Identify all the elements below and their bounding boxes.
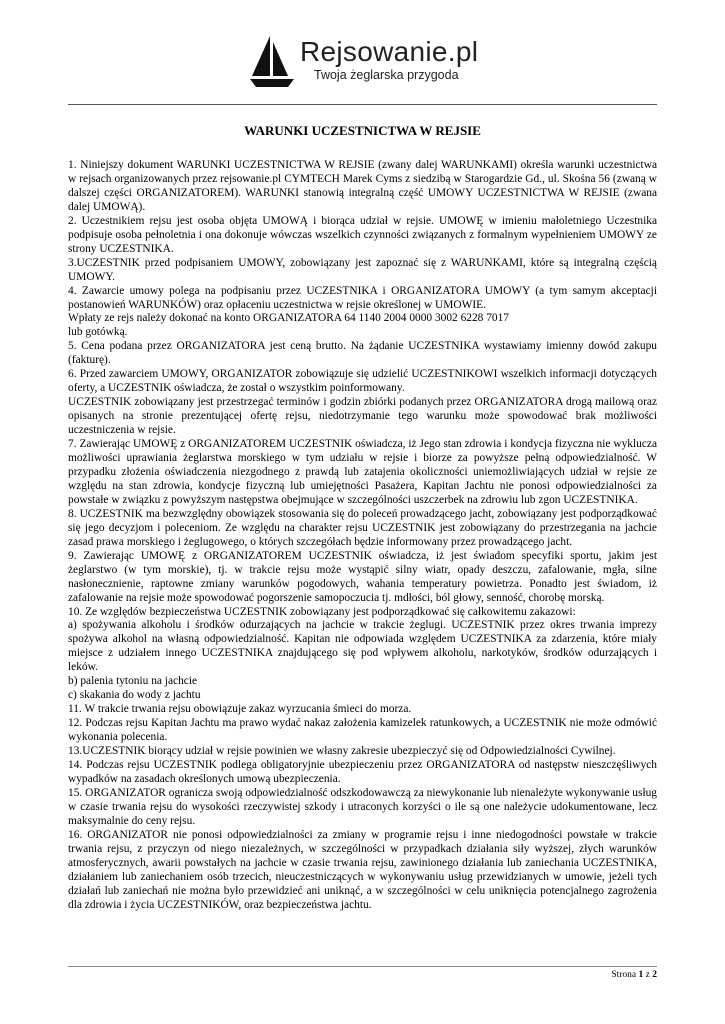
- paragraph: 10. Ze względów bezpieczeństwa UCZESTNIK zobowiązany jest podporządkować się całkowitemu zakazowi:: [68, 605, 576, 618]
- paragraph: 6. Przed zawarciem UMOWY, ORGANIZATOR zobowiązuje się udzielić UCZESTNIKOWI wszelkich informacji dotyczących oferty, a UCZESTNIK oświadcza, że został o wszystkim poinformowany.: [68, 368, 657, 395]
- footer-divider: [68, 966, 657, 967]
- paragraph: c) skakania do wody z jachtu: [68, 689, 201, 702]
- page-of: z: [645, 970, 650, 980]
- document-title: WARUNKI UCZESTNICTWA W REJSIE: [244, 123, 481, 138]
- paragraph: 12. Podczas rejsu Kapitan Jachtu ma prawo wydać nakaz założenia kamizelek ratunkowych, a UCZESTNIK nie może odmówić wykonania polecenia.: [68, 717, 657, 744]
- paragraph: 7. Zawierając UMOWĘ z ORGANIZATOREM UCZESTNIK oświadcza, iż Jego stan zdrowia i kondycja fizyczna nie wyklucza możliwości uprawiania żeglarstwa morskiego w tym udziału w rejsie i biorze za powyższe pełną odpowiedzialność. W przypadku złożenia oświadczenia niezgodnego z prawdą lub zatajenia okoliczności uniemożliwiających udział w rejsie ze względu na stan zdrowia, kondycje fizyczną lub umiejętności Pasażera, Kapitan Jachtu nie ponosi odpowiedzialności za powstałe w związku z powyższym następstwa obejmujące w szczególności uszczerbek na zdrowiu lub zgon UCZESTNIKA.: [68, 438, 657, 506]
- paragraph: Wpłaty ze rejs należy dokonać na konto ORGANIZATORA 64 1140 2004 0000 3002 6228 7017: [68, 312, 510, 325]
- page-footer: [611, 970, 657, 980]
- paragraph: a) spożywania alkoholu i środków odurzających na jachcie w trakcie żeglugi. UCZESTNIK przez okres trwania imprezy spożywa alkohol na własną odpowiedzialność. Kapitan nie odpowiada względem UCZESTNIKA za zdarzenia, które miały miejsce z udziałem innego UCZESTNIKA znajdującego się pod wpływem alkoholu, narkotyków, środków odurzających i leków.: [68, 619, 657, 674]
- logo-tagline: Twoja żeglarska przygoda: [314, 68, 459, 82]
- paragraph: b) palenia tytoniu na jachcie: [68, 675, 198, 688]
- logo: [248, 32, 488, 92]
- paragraph: 1. Niniejszy dokument WARUNKI UCZESTNICTWA W REJSIE (zwany dalej WARUNKAMI) określa warunki uczestnictwa w rejsach organizowanych przez rejsowanie.pl CYMTECH Marek Cyms z siedzibą w Starogardzie Gd., ul. Skośna 56 (zwaną w dalszej części ORGANIZATOREM). WARUNKI stanowią integralną część UMOWY UCZESTNICTWA W REJSIE (zwana dalej UMOWĄ).: [68, 159, 657, 213]
- paragraph: 8. UCZESTNIK ma bezwzględny obowiązek stosowania się do poleceń prowadzącego jacht, zobowiązany jest podporządkować się jego decyzjom i poleceniom. Ze względu na charakter rejsu UCZESTNIK jest zobowiązany do przestrzegania na jachcie zasad prawa morskiego i żeglugowego, o których szczegółach będzie informowany przez prowadzącego jacht.: [68, 507, 657, 548]
- paragraph: 15. ORGANIZATOR ogranicza swoją odpowiedzialność odszkodowawczą za niewykonanie lub nienależyte wykonywanie usług w czasie trwania rejsu do wysokości rzeczywistej szkody i utraconych korzyści o ile są one należycie udokumentowane, lecz maksymalnie do ceny rejsu.: [68, 786, 657, 827]
- page-number: 1: [638, 970, 644, 980]
- paragraph: 13.UCZESTNIK biorący udział w rejsie powinien we własny zakresie ubezpieczyć się od Odpowiedzialności Cywilnej.: [68, 745, 616, 758]
- paragraph: UCZESTNIK zobowiązany jest przestrzegać terminów i godzin zbiórki podanych przez ORGANIZATORA drogą mailową oraz opisanych na stronie prezentującej ofertę rejsu, niedotrzymanie tego warunku może spowodować brak możliwości uczestniczenia w rejsie.: [68, 396, 657, 437]
- logo-brand: Rejsowanie.pl: [300, 36, 479, 67]
- paragraph: 9. Zawierając UMOWĘ z ORGANIZATOREM UCZESTNIK oświadcza, iż jest świadom specyfiki sportu, jakim jest żeglarstwo (w tym morskie), tj. w trakcie rejsu może wystąpić silny wiatr, opady deszczu, zafalowanie, mgła, silne nasłonecznienie, raptowne zmiany warunków pogodowych, wahania temperatury powietrza. Ponadto jest świadom, iż zafalowanie na rejsie może spowodować pogorszenie samopoczucia tj. mdłości, ból głowy, senność, chorobę morską.: [68, 549, 657, 604]
- paragraph: 4. Zawarcie umowy polega na podpisaniu przez UCZESTNIKA i ORGANIZATORA UMOWY (a tym samym akceptacji postanowień WARUNKÓW) oraz opłaceniu uczestnictwa w rejsie określonej w UMOWIE.: [68, 284, 657, 311]
- paragraph: 16. ORGANIZATOR nie ponosi odpowiedzialności za zmiany w programie rejsu i inne niedogodności powstałe w trakcie trwania rejsu, z przyczyn od niego niezależnych, w szczególności w przypadkach działania siły wyższej, złych warunków atmosferycznych, awarii powstałych na jachcie w czasie trwania rejsu, zawinionego działania lub zaniechania UCZESTNIKA, działaniem lub zaniechaniem osób trzecich, nieuczestniczących w wykonywaniu usług przewidzianych w umowie, jeżeli tych działań lub zaniechań nie można było przewidzieć ani uniknąć, a w szczególności w celu uniknięcia potencjalnego zagrożenia dla zdrowia i życia UCZESTNIKÓW, oraz bezpieczeństwa jachtu.: [68, 828, 657, 911]
- paragraph: 11. W trakcie trwania rejsu obowiązuje zakaz wyrzucania śmieci do morza.: [68, 703, 412, 716]
- document-body: [68, 159, 657, 912]
- sailboat-logo-icon: [248, 32, 298, 92]
- paragraph: lub gotówką.: [68, 326, 128, 339]
- page-total: 2: [652, 970, 657, 980]
- paragraph: 14. Podczas rejsu UCZESTNIK podlega obligatoryjnie ubezpieczeniu przez ORGANIZATORA od następstw nieszczęśliwych wypadków na zasadach określonych umową ubezpieczenia.: [68, 758, 657, 785]
- paragraph: 3.UCZESTNIK przed podpisaniem UMOWY, zobowiązany jest zapoznać się z WARUNKAMI, które są integralną częścią UMOWY.: [68, 256, 657, 283]
- paragraph: 2. Uczestnikiem rejsu jest osoba objęta UMOWĄ i biorąca udział w rejsie. UMOWĘ w imieniu małoletniego Uczestnika podpisuje osoba pełnoletnia i ona dokonuje wówczas wszelkich czynności związanych z formalnym wypełnieniem UMOWY ze strony UCZESTNIKA.: [68, 214, 657, 255]
- header-divider: [68, 104, 657, 105]
- page-label: Strona: [611, 970, 637, 980]
- paragraph: 5. Cena podana przez ORGANIZATORA jest ceną brutto. Na żądanie UCZESTNIKA wystawiamy imienny dowód zakupu (fakturę).: [68, 340, 657, 367]
